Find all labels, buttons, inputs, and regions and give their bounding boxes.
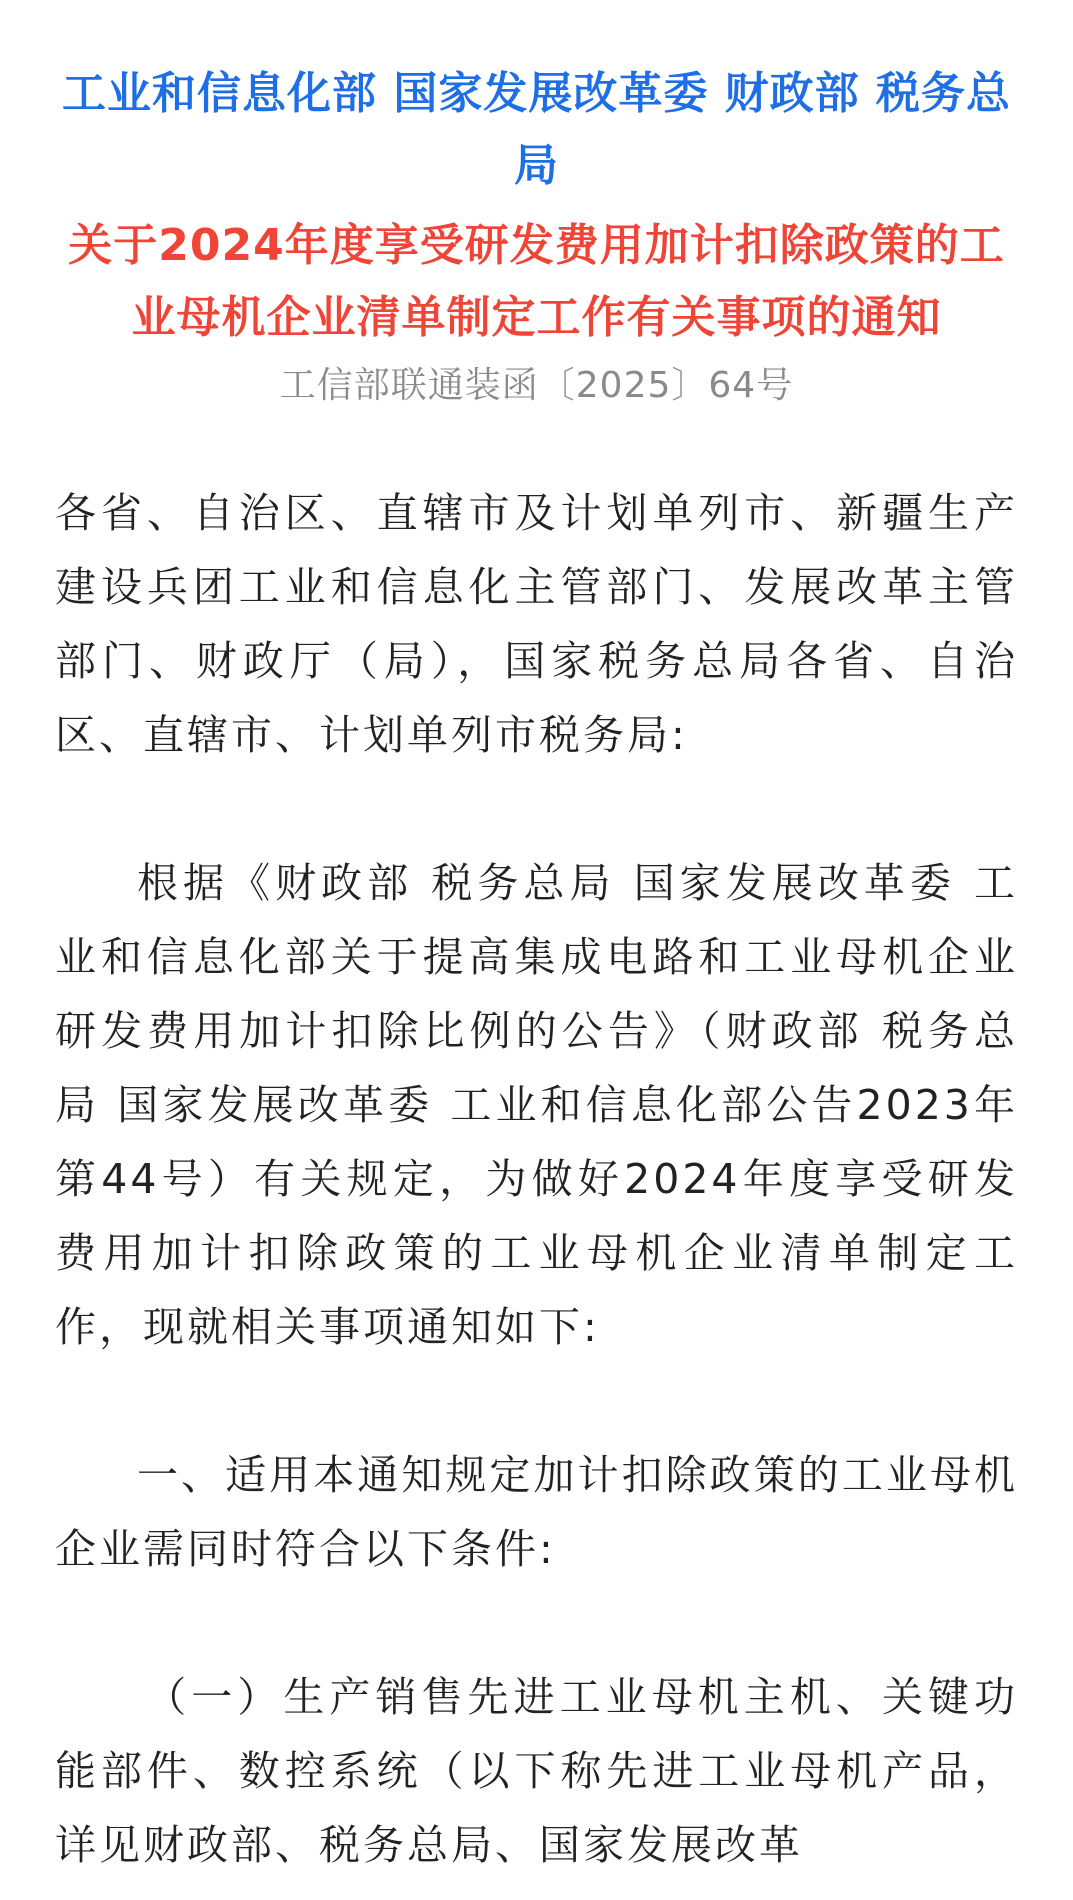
document-body <box>55 476 1018 1882</box>
addressee-paragraph: 各省、自治区、直辖市及计划单列市、新疆生产建设兵团工业和信息化主管部门、发展改革主管部门、财政厅（局），国家税务总局各省、自治区、直辖市、计划单列市税务局: <box>55 489 1018 759</box>
document-title: 关于2024年度享受研发费用加计扣除政策的工业母机企业清单制定工作有关事项的通知 <box>68 220 1005 343</box>
section-heading-1: 一、适用本通知规定加计扣除政策的工业母机企业需同时符合以下条件: <box>55 1451 1018 1573</box>
intro-paragraph: 根据《财政部 税务总局 国家发展改革委 工业和信息化部关于提高集成电路和工业母机企业研发费用加计扣除比例的公告》（财政部 税务总局 国家发展改革委 工业和信息化部公告2023年第44号）有关规定，为做好2024年度享受研发费用加计扣除政策的工业母机企业清单制定工作，现就相关事项通知如下: <box>55 859 1018 1351</box>
document-number: 工信部联通装函〔2025〕64号 <box>279 365 794 406</box>
document-header <box>55 0 1018 416</box>
section-item-1: （一）生产销售先进工业母机主机、关键功能部件、数控系统（以下称先进工业母机产品，详见财政部、税务总局、国家发展改革 <box>55 1673 1018 1869</box>
issuing-authorities: 工业和信息化部 国家发展改革委 财政部 税务总局 <box>62 68 1011 191</box>
